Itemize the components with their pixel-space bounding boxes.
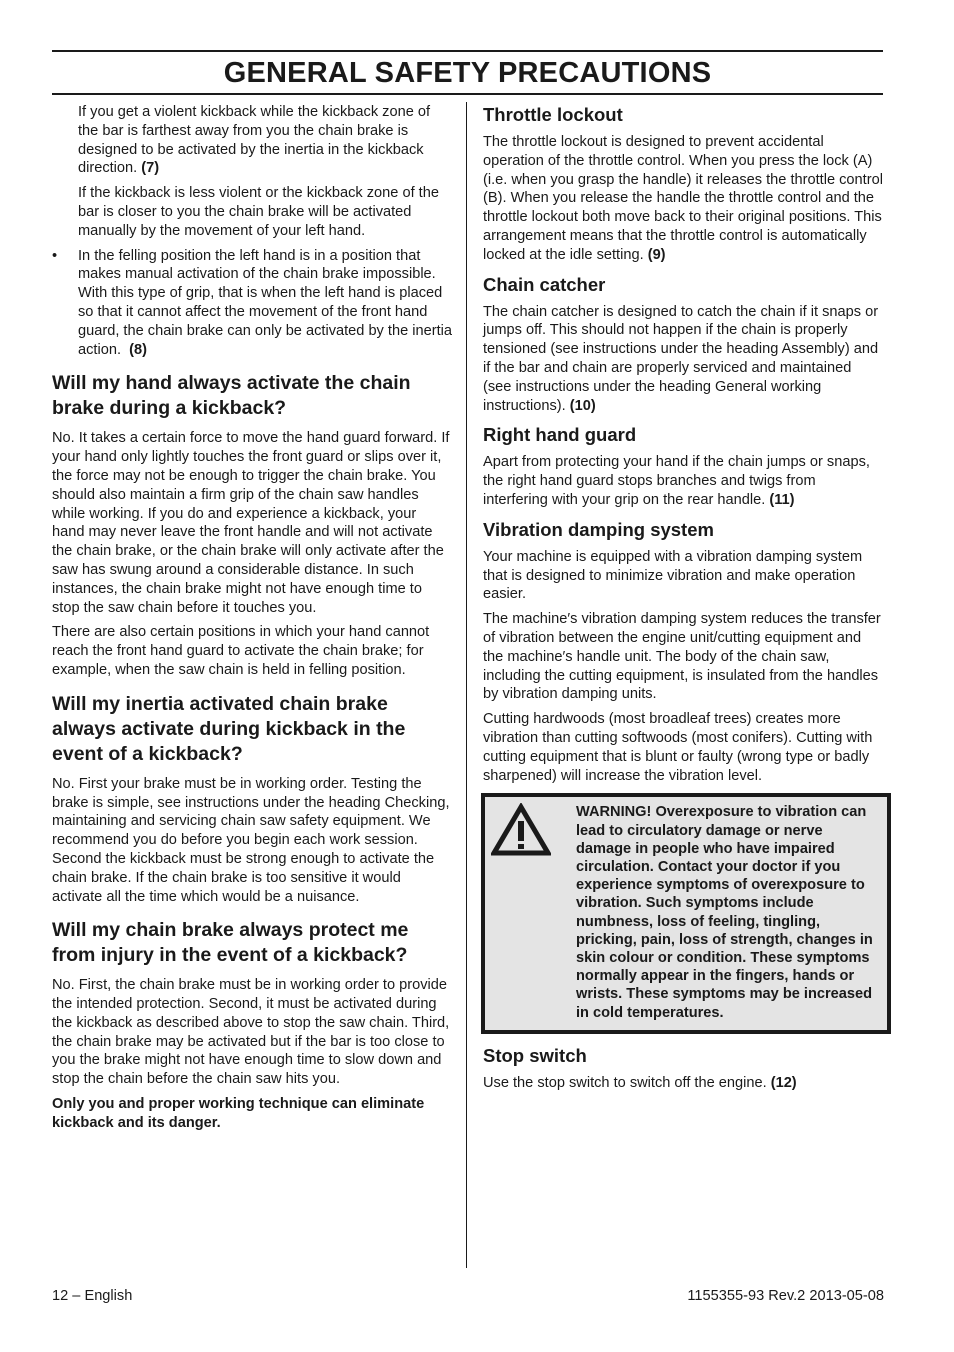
intro-paragraph-2: If the kickback is less violent or the kickback zone of the bar is closer to you the chain brake will be activated manually by the movement of your left hand. (78, 185, 439, 239)
left-column (52, 103, 452, 1139)
heading-right-hand-guard: Right hand guard (483, 424, 637, 446)
warning-box (481, 793, 891, 1033)
intro-paragraph-1 (78, 103, 452, 178)
warning-text: WARNING! Overexposure to vibration can lead to circulatory damage or nerve damage in people who have impaired circulation. Contact your doctor if you experience symptoms of overexposure to vibration. Such symptoms include numbness, loss of feeling, tingling, pricking, pain, loss of strength, changes in skin colour or condition. These symptoms normally appear in the fingers, hands or wrists. These symptoms may be increased in cold temperatures. (576, 804, 873, 1021)
guard-paragraph (483, 453, 883, 509)
vibration-paragraph: Your machine is equipped with a vibration damping system that is designed to minimize vibration and make operation easier. (483, 548, 863, 603)
document-id: 1155355-93 Rev.2 2013-05-08 (687, 1288, 884, 1304)
right-column (483, 103, 883, 1099)
warning-triangle-icon (485, 797, 576, 1029)
page-title: GENERAL SAFETY PRECAUTIONS (223, 57, 712, 89)
bullet-text: In the felling position the left hand is in a position that makes manual activation of the chain brake impossible. With this type of grip, that is when the left hand is placed so that it cannot affect the movement of the front hand guard, the chain brake can only be activated by the inertia action. (78, 247, 453, 358)
intro-paragraph-1-text: If you get a violent kickback while the kickback zone of the bar is farthest away from you the chain brake is designed to be activated by the inertia in the kickback direction. (78, 104, 431, 177)
figure-ref: (12) (770, 1074, 797, 1091)
catcher-paragraph (483, 303, 883, 416)
section-heading-inertia-brake: Will my inertia activated chain brake always activate during kickback in the event of a kickback? (52, 692, 406, 765)
vibration-paragraph: The machine′s vibration damping system reduces the transfer of vibration between the engine unit/cutting equipment and the machine′s handle unit. The body of the chain saw, including the cutting equipment, is insulated from the handles by vibration damping units. (483, 611, 881, 703)
vibration-paragraph: Cutting hardwoods (most broadleaf trees) creates more vibration than cutting softwoods (most conifers). Cutting with cutting equipment that is blunt or faulty (wrong type or badly sharpened) will increase the vibration level. (483, 711, 873, 784)
figure-ref: (10) (569, 397, 596, 414)
top-rule (52, 50, 883, 52)
throttle-text: The throttle lockout is designed to prevent accidental operation of the throttle control. When you press the lock (A) (i.e. when you grasp the handle) it releases the throttle control (B). When you release the handle the throttle control and the throttle lockout both move back to their original positions. This arrangement means that the throttle control is automatically locked at the idle setting. (483, 134, 883, 263)
heading-stop-switch: Stop switch (483, 1044, 587, 1066)
bold-conclusion: Only you and proper working technique can eliminate kickback and its danger. (52, 1096, 425, 1131)
figure-ref: (11) (769, 491, 795, 508)
column-divider (466, 102, 467, 1268)
section-heading-hand-activation: Will my hand always activate the chain brake during a kickback? (52, 372, 411, 420)
heading-chain-catcher: Chain catcher (483, 273, 606, 295)
bullet-item (52, 247, 452, 360)
section-paragraph: No. It takes a certain force to move the hand guard forward. If your hand only lightly touches the front guard or slips over it, the force may not be enough to trigger the chain brake. You should also maintain a firm grip of the chain saw handles while working. If you do and experience a kickback, your hand may never leave the front handle and will not activate the chain brake, or the chain brake will only activate after the saw has swung around a considerable distance. In such instances, the chain brake might not have enough time to stop the saw chain before it touches you. (52, 430, 450, 616)
figure-ref: (8) (129, 341, 147, 358)
section-heading-brake-protection: Will my chain brake always protect me from injury in the event of a kickback? (52, 919, 409, 967)
heading-vibration-damping: Vibration damping system (483, 518, 714, 540)
figure-ref: (9) (647, 246, 666, 263)
title-rule (52, 93, 883, 95)
heading-throttle-lockout: Throttle lockout (483, 104, 623, 125)
throttle-paragraph (483, 133, 883, 265)
guard-text: Apart from protecting your hand if the chain jumps or snaps, the right hand guard stops branches and twigs from interfering with your grip on the rear handle. (483, 454, 870, 508)
bullet-dot: • (52, 247, 58, 264)
page-number: 12 – English (52, 1288, 133, 1304)
section-paragraph: There are also certain positions in which your hand cannot reach the front hand guard to activate the chain brake; for example, when the saw chain is held in felling position. (52, 624, 430, 678)
figure-ref: (7) (141, 160, 160, 177)
stop-text: Use the stop switch to switch off the engine. (483, 1074, 767, 1091)
catcher-text: The chain catcher is designed to catch the chain if it snaps or jumps off. This should not happen if the chain is properly tensioned (see instructions under the heading Assembly) and if the bar and chain are properly serviced and maintained (see instructions under the heading General working instructions). (483, 303, 879, 414)
section-paragraph: No. First your brake must be in working order. Testing the brake is simple, see instructions under the heading Checking, maintaining and servicing chain saw safety equipment. We recommend you do before you begin each work session. Second the kickback must be strong enough to activate the chain brake. If the chain brake is too sensitive it would activate all the time which would be a nuisance. (52, 775, 450, 905)
stop-paragraph (483, 1074, 883, 1093)
section-paragraph: No. First, the chain brake must be in working order to provide the intended protection. Second, it must be activated during the kickback as described above to stop the saw chain. Third, the chain brake may be activated but if the bar is too close to you the brake might not have enough time to slow down and stop the chain before the chain saw hits you. (52, 977, 450, 1088)
